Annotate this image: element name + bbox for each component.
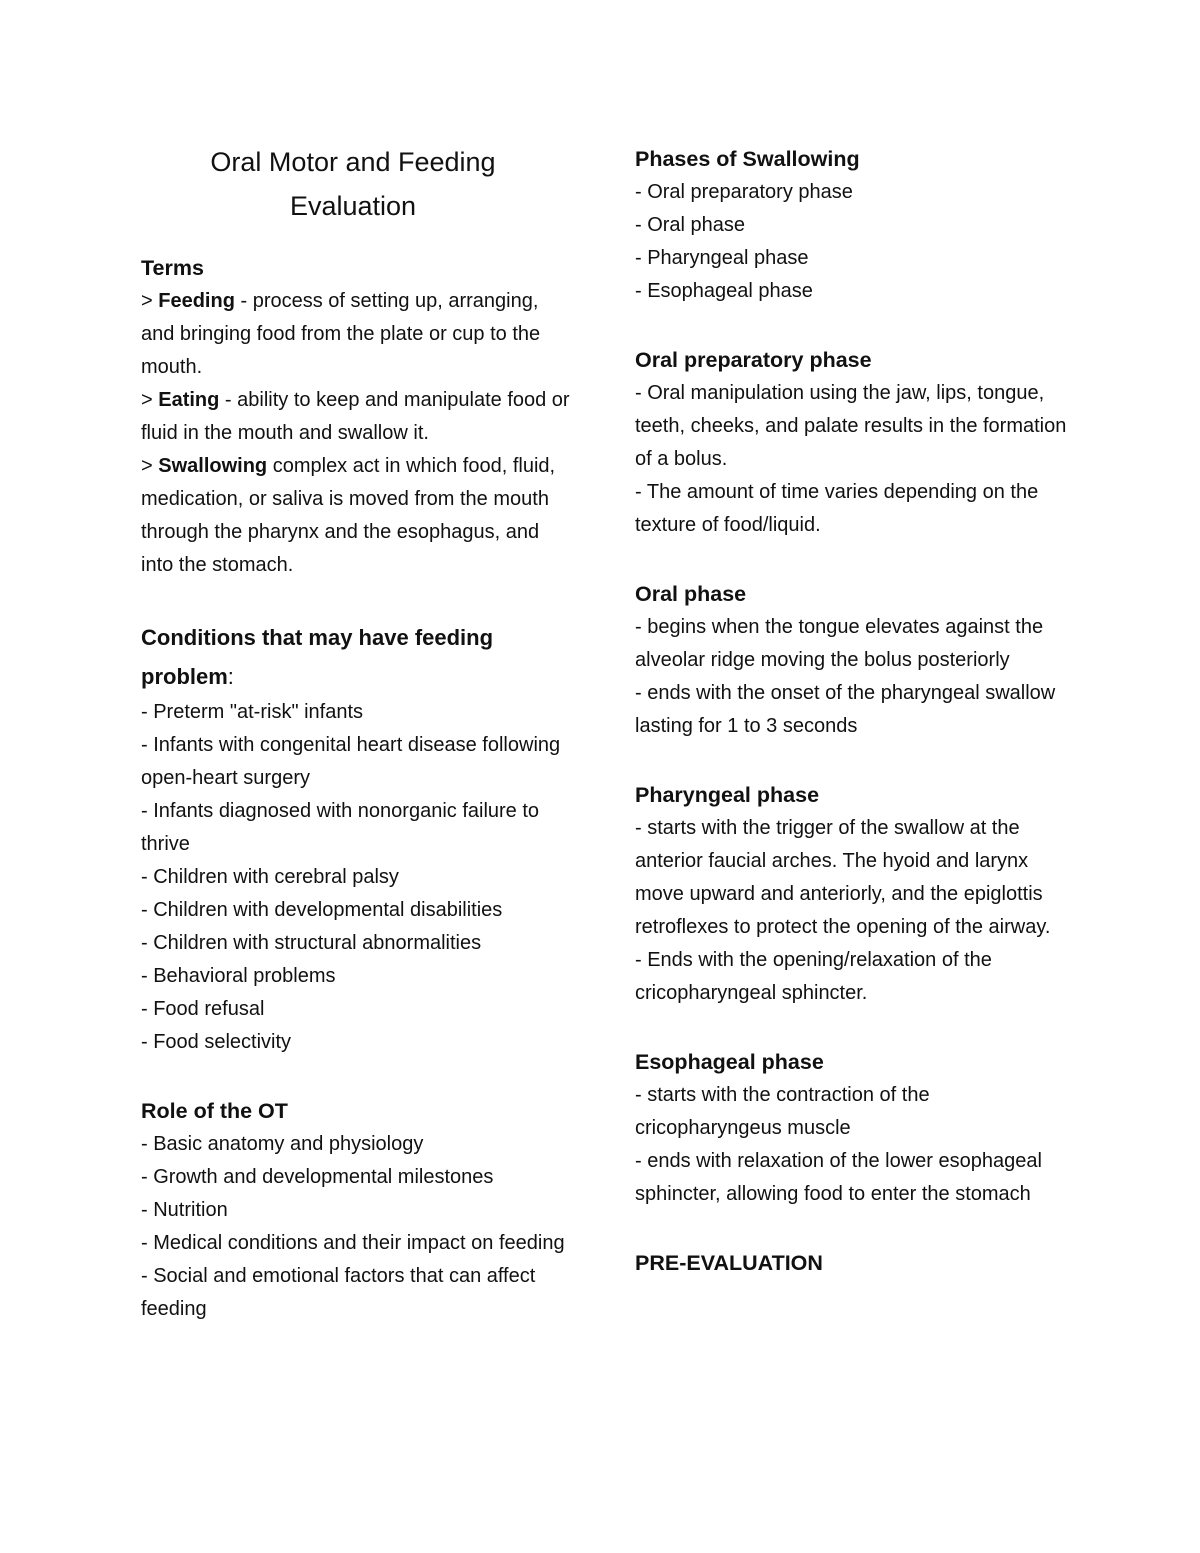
- oral-prep-section: [635, 344, 1075, 542]
- term-name: Swallowing: [158, 455, 268, 477]
- role-item: - Medical conditions and their impact on feeding: [141, 1232, 565, 1254]
- oral-phase-item: - ends with the onset of the pharyngeal swallow lasting for 1 to 3 seconds: [635, 682, 1056, 737]
- pharyngeal-item: - Ends with the opening/relaxation of the cricopharyngeal sphincter.: [635, 949, 992, 1004]
- condition-item: - Food selectivity: [141, 1031, 292, 1053]
- title-line-2: Evaluation: [289, 191, 417, 221]
- role-heading: Role of the OT: [141, 1099, 288, 1123]
- oral-prep-item: - The amount of time varies depending on the texture of food/liquid.: [635, 481, 1039, 536]
- phases-heading: Phases of Swallowing: [635, 147, 860, 171]
- term-definition: complex act in which food, fluid, medication, or saliva is moved from the mouth through the pharynx and the esophagus, and into the stomach.: [141, 455, 556, 576]
- phase-item: - Esophageal phase: [635, 280, 813, 302]
- term-prefix: >: [141, 455, 159, 477]
- oral-phase-section: [635, 578, 1075, 743]
- right-column: [635, 143, 1075, 1280]
- condition-item: - Preterm "at-risk" infants: [141, 701, 364, 723]
- conditions-heading: [141, 618, 571, 696]
- terms-section: [141, 252, 571, 582]
- term-name: Eating: [158, 389, 220, 411]
- role-item: - Social and emotional factors that can affect feeding: [141, 1265, 536, 1320]
- phase-item: - Oral preparatory phase: [635, 181, 853, 203]
- pharyngeal-heading: Pharyngeal phase: [635, 783, 820, 807]
- esophageal-section: [635, 1046, 1075, 1211]
- phases-section: [635, 143, 1075, 308]
- oral-phase-item: - begins when the tongue elevates against the alveolar ridge moving the bolus posteriorly: [635, 616, 1044, 671]
- term-prefix: >: [141, 389, 159, 411]
- title-line-1: Oral Motor and Feeding: [210, 147, 496, 177]
- condition-item: - Children with structural abnormalities: [141, 932, 482, 954]
- left-column: [141, 140, 571, 1326]
- term-item-feeding: [141, 285, 571, 384]
- conditions-section: [141, 618, 571, 1059]
- conditions-heading-text: Conditions that may have feeding problem: [141, 625, 494, 689]
- oral-prep-item: - Oral manipulation using the jaw, lips, tongue, teeth, cheeks, and palate results in the formation of a bolus.: [635, 382, 1067, 470]
- role-item: - Basic anatomy and physiology: [141, 1133, 424, 1155]
- pre-evaluation-section: [635, 1247, 1075, 1280]
- pre-evaluation-heading: PRE-EVALUATION: [635, 1251, 823, 1275]
- term-prefix: >: [141, 290, 159, 312]
- term-item-swallowing: [141, 450, 571, 582]
- phase-item: - Oral phase: [635, 214, 746, 236]
- oral-phase-heading: Oral phase: [635, 582, 747, 606]
- role-item: - Nutrition: [141, 1199, 228, 1221]
- pharyngeal-item: - starts with the trigger of the swallow at the anterior faucial arches. The hyoid and larynx move upward and anteriorly, and the epiglottis retroflexes to protect the opening of the airway.: [635, 817, 1051, 938]
- term-item-eating: [141, 384, 571, 450]
- terms-heading: Terms: [141, 256, 204, 280]
- condition-item: - Food refusal: [141, 998, 265, 1020]
- esophageal-item: - starts with the contraction of the cricopharyngeus muscle: [635, 1084, 930, 1139]
- condition-item: - Children with developmental disabilities: [141, 899, 503, 921]
- esophageal-item: - ends with relaxation of the lower esophageal sphincter, allowing food to enter the stomach: [635, 1150, 1042, 1205]
- pharyngeal-section: [635, 779, 1075, 1010]
- condition-item: - Children with cerebral palsy: [141, 866, 399, 888]
- role-section: [141, 1095, 571, 1326]
- condition-item: - Infants diagnosed with nonorganic failure to thrive: [141, 800, 540, 855]
- condition-item: - Behavioral problems: [141, 965, 336, 987]
- role-item: - Growth and developmental milestones: [141, 1166, 494, 1188]
- term-name: Feeding: [158, 290, 235, 312]
- term-definition: - ability to keep and manipulate food or fluid in the mouth and swallow it.: [141, 389, 570, 444]
- document-title: [141, 140, 571, 228]
- phase-item: - Pharyngeal phase: [635, 247, 809, 269]
- term-definition: - process of setting up, arranging, and bringing food from the plate or cup to the mouth.: [141, 290, 541, 378]
- esophageal-heading: Esophageal phase: [635, 1050, 824, 1074]
- conditions-heading-colon: :: [227, 664, 234, 689]
- condition-item: - Infants with congenital heart disease following open-heart surgery: [141, 734, 561, 789]
- oral-prep-heading: Oral preparatory phase: [635, 348, 872, 372]
